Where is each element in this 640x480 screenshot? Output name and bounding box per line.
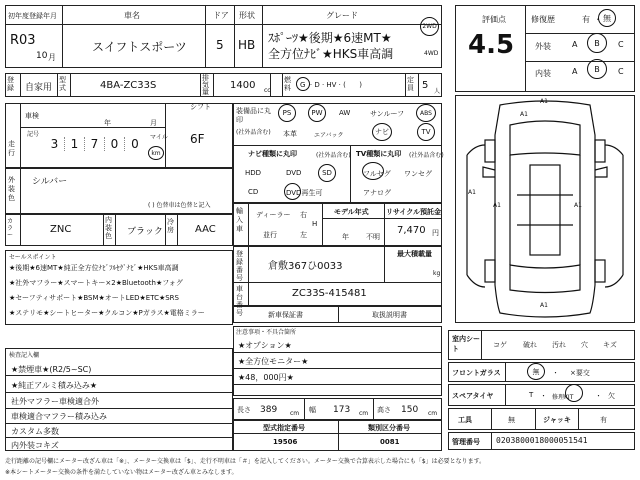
jack-label: ジャッキ: [543, 416, 571, 424]
spare-label: スペアタイヤ: [452, 392, 494, 400]
inspection-line: 社外マフラー車検適合外: [11, 397, 99, 406]
score-value: 4.5: [468, 30, 515, 60]
spare-kit-mark: [565, 384, 583, 402]
displacement-unit: cc: [264, 87, 271, 94]
grade-line1: ｽﾎﾟｰﾂ★後期★6速MT★: [268, 31, 392, 45]
type-label: 型式: [59, 76, 66, 92]
equip-pw-mark: PW: [308, 104, 326, 122]
sales-point-line: ★社外マフラー★スマートキー×2★Bluetooth★フォグ: [9, 279, 183, 287]
first-reg-month: 10: [36, 51, 48, 61]
height-unit: cm: [428, 410, 438, 417]
seat-item: キズ: [603, 341, 617, 349]
inspection-line: 車検適合マフラー積み込み: [11, 412, 107, 421]
inspection-line: ★純正アルミ積み込み★: [11, 381, 98, 390]
diagram-label: A1: [493, 202, 501, 209]
capacity-value: 5: [422, 80, 429, 91]
seat-label: 室内シート: [452, 335, 480, 353]
travel-label: 走行: [8, 140, 15, 157]
shift-value: 6F: [190, 132, 205, 146]
mile-label: マイル: [150, 134, 168, 141]
glass-replace: ×要交: [570, 369, 590, 377]
fuel-label: 燃料: [284, 76, 291, 92]
max-load-label: 最大積載量: [397, 250, 432, 258]
equipment-title: 装備品に丸印: [236, 107, 271, 124]
height-value: 150: [401, 405, 419, 415]
tv-title: TV種類に丸印: [356, 150, 402, 158]
first-reg-month-unit: 月: [48, 53, 56, 62]
equip-abs-mark: ABS: [416, 104, 436, 122]
width-label: 幅: [309, 406, 316, 414]
length-unit: cm: [290, 410, 300, 417]
color-code-value: ZNC: [50, 224, 72, 235]
diagram-label: A1: [574, 202, 582, 209]
recycle-value: 7,470: [397, 225, 426, 236]
type-value: 4BA-ZC33S: [100, 80, 157, 91]
height-label: 高さ: [377, 406, 391, 414]
import-label: 輸入車: [236, 207, 243, 233]
recycle-unit: 円: [432, 229, 439, 237]
grade-line2: 全方位ﾅﾋﾞ★HKS車高調: [268, 47, 394, 61]
navi-dvd-play-mark: [284, 183, 301, 200]
import-left: 左: [300, 231, 307, 239]
category-label: 類別区分番号: [368, 424, 410, 432]
seat-item: 破れ: [523, 341, 537, 349]
diagram-label: A1: [468, 189, 476, 196]
equip-tv-mark: TV: [417, 123, 435, 141]
notes-label: 注意事項・不具合箇所: [236, 329, 297, 336]
header-divider: [5, 24, 442, 25]
interior-color-value: ブラック: [127, 227, 163, 237]
navi-cd: CD: [248, 188, 259, 196]
footer-line1: 走行距離の記号欄にメーター改ざん車は「※」、メーター交換車は「$」、走行不明車は「＃」を記入してください。メーター交換で合算表示した場合にも「$」は必要となります。: [5, 458, 486, 465]
seat-item: 穴: [581, 341, 588, 349]
car-diagram: [455, 95, 635, 323]
sales-point-line: ★後期★6速MT★純正全方位ﾅﾋﾞﾌﾙｾｸﾞﾅﾋﾞ★HKS車高調: [9, 264, 179, 272]
exterior-grade-b-mark: B: [587, 33, 607, 53]
interior-grade-a: A: [572, 67, 578, 76]
fuel-g-mark: [296, 77, 310, 91]
width-unit: cm: [359, 410, 369, 417]
navi-dvd: DVD: [286, 169, 302, 177]
car-name-label: 車名: [124, 11, 140, 20]
exterior-grade-c: C: [618, 40, 624, 49]
note-line: ★全方位モニター★: [238, 357, 309, 366]
repair-yes: 有: [582, 15, 590, 24]
car-name: スイフトスポーツ: [92, 40, 187, 54]
mileage-digit: 0: [105, 137, 125, 151]
interior-grade-b-mark: B: [587, 59, 607, 79]
door-label: ドア: [213, 11, 229, 20]
spare-dot2: ・: [595, 392, 602, 400]
tv-oneseg: ワンセグ: [404, 170, 432, 178]
chassis-label: 車台番号: [236, 285, 243, 317]
mileage-digit: 1: [65, 137, 85, 151]
interior-grade-c: C: [618, 67, 624, 76]
length-label: 長さ: [237, 406, 251, 414]
doors-value: 5: [216, 38, 224, 52]
repair-label: 修復歴: [531, 15, 555, 24]
chassis-value: ZC33S-415481: [292, 288, 367, 299]
seat-item: コゲ: [493, 341, 507, 349]
note-line: ★オプション★: [238, 341, 292, 350]
import-dealer: ディーラー: [256, 211, 291, 219]
glass-none-mark: 無: [527, 363, 545, 380]
tv-fullseg-mark: [362, 162, 384, 180]
spare-kit: 修理KIT: [552, 394, 574, 401]
shape-label: 形状: [239, 11, 255, 20]
navi-title: ナビ種類に丸印: [248, 150, 297, 158]
score-label: 評価点: [482, 15, 506, 24]
spare-dot: ・: [540, 392, 547, 400]
import-h: H: [312, 220, 318, 228]
mileage-digit: 0: [131, 137, 139, 151]
note-label: 記号: [27, 131, 40, 138]
seat-item: 汚れ: [552, 341, 566, 349]
inspection-line: カスタム多数: [11, 427, 59, 436]
inspection-line: ★禁煙車★(R2/5~SC): [11, 365, 92, 374]
sales-point-line: ★セーフティサポート★BSM★オートLED★ETC★SRS: [9, 294, 179, 302]
color-code-label: カラー: [7, 218, 14, 239]
spare-missing: 欠: [608, 392, 615, 400]
equip-ps-mark: PS: [278, 104, 296, 122]
length-value: 389: [260, 405, 278, 415]
capacity-label: 定員: [407, 76, 414, 92]
category-value: 0081: [380, 438, 400, 446]
registration-label: 登録: [7, 76, 14, 92]
exterior-color-label: 外装色: [8, 176, 15, 202]
drive-2wd-mark: 2WD: [420, 17, 439, 36]
plate-value: 倉敷367ひ0033: [268, 261, 343, 272]
mgmt-number: 0203800018000051541: [496, 436, 588, 445]
plate-label: 登録番号: [236, 250, 243, 282]
navi-sd-mark: SD: [318, 164, 336, 182]
shape-value: HB: [238, 38, 256, 52]
diagram-label: A1: [540, 98, 548, 105]
type-approval-value: 19506: [273, 438, 298, 446]
mileage-digit: 3: [45, 137, 65, 151]
diagram-label: A1: [540, 302, 548, 309]
exterior-color-note: ( ) 色替車は色替と記入: [148, 202, 211, 209]
inspection-line: 内外装コキズ: [11, 441, 59, 450]
displacement-value: 1400: [230, 80, 256, 91]
displacement-label: 排気量: [202, 74, 209, 96]
tv-subtitle: (社外品含む): [409, 152, 444, 159]
new-car-warranty: 新車保証書: [268, 311, 303, 319]
model-year-label: モデル年式: [334, 208, 369, 216]
private-use: 自家用: [25, 83, 53, 93]
ac-value: AAC: [195, 224, 216, 235]
grade-label: グレード: [326, 11, 358, 20]
inspection-label: 検査記入欄: [9, 352, 40, 359]
tools-label: 工具: [458, 416, 472, 424]
interior-color-label: 内装色: [105, 216, 112, 240]
equip-sunroof: サンルーフ: [370, 110, 405, 118]
manual: 取扱説明書: [372, 311, 407, 319]
footer-line2: ※本シートメーター交換の条件を満たしていない物はメーター改ざん車とみなします。: [5, 469, 238, 476]
max-load-unit: kg: [433, 270, 441, 277]
exterior-grade-a: A: [572, 40, 578, 49]
tv-analog: アナログ: [363, 189, 391, 197]
glass-label: フロントガラス: [452, 369, 501, 377]
mgmt-label: 管理番号: [452, 438, 480, 446]
repair-no-mark: 無: [598, 9, 616, 27]
tv-fullseg: フルセグ: [363, 170, 391, 178]
drive-4wd: 4WD: [424, 50, 439, 57]
interior-label: 内装: [535, 69, 551, 78]
equip-leather: 本革: [283, 130, 297, 138]
recycle-label: リサイクル預託金: [386, 208, 442, 216]
navi-subtitle: (社外品含む): [316, 152, 351, 159]
type-approval-label: 型式指定番号: [263, 424, 305, 432]
exterior-label: 外装: [535, 42, 551, 51]
jack-value: 有: [600, 416, 607, 424]
sales-point-line: ★ステリモ★シートヒーター★クルコン★Pガラス★電格ミラー: [9, 309, 205, 317]
fuel-options: G · D · HV · ( ): [300, 81, 362, 89]
exterior-color-value: シルバー: [32, 177, 68, 187]
note-line: ★48，000円★: [238, 373, 294, 382]
width-value: 173: [333, 405, 351, 415]
import-parallel: 並行: [263, 231, 277, 239]
navi-hdd: HDD: [245, 169, 262, 177]
first-reg-label: 初年度登録年月: [8, 12, 57, 20]
first-reg-value: R03: [10, 33, 36, 48]
import-right: 右: [300, 211, 307, 219]
equip-navi-mark: ナビ: [372, 123, 392, 141]
model-year-year: 年: [342, 233, 349, 241]
shift-label: シフト: [190, 103, 211, 111]
navi-dvd-play: DVD再生可: [286, 189, 323, 197]
capacity-unit: 人: [434, 88, 441, 95]
equipment-subtitle: (社外品含む): [236, 129, 271, 136]
diagram-label: A1: [520, 111, 528, 118]
ac-label: 冷房: [167, 218, 174, 234]
mileage-digit: 7: [85, 137, 105, 151]
month-label: 月: [150, 119, 157, 127]
spare-t: T: [529, 391, 534, 399]
tools-value: 無: [508, 416, 515, 424]
inspection-label: 車検: [25, 112, 39, 120]
km-mark: km: [148, 146, 164, 160]
equip-airbag: エアバック: [314, 132, 344, 139]
equip-aw: AW: [339, 109, 351, 117]
model-year-unknown: 不明: [366, 233, 380, 241]
sales-points-label: セールスポイント: [9, 254, 57, 261]
glass-dot: ・: [552, 369, 559, 377]
year-label: 年: [104, 119, 111, 127]
